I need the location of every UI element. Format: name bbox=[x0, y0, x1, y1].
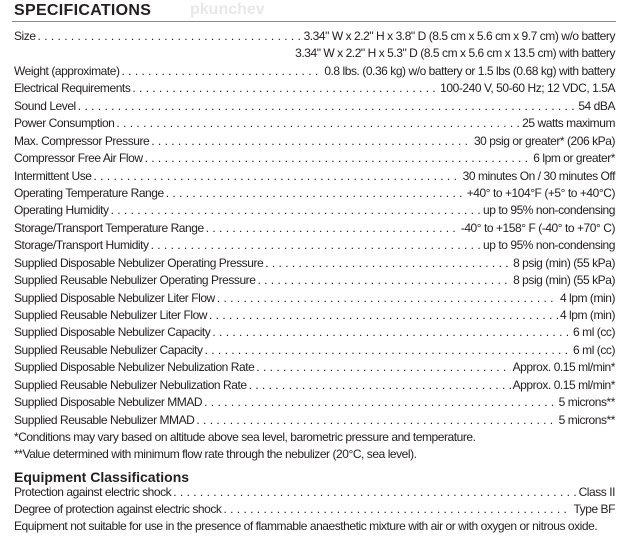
watermark: pkunchev bbox=[190, 1, 265, 18]
spec-row bbox=[14, 360, 615, 377]
spec-value: 3.34" W x 2.2" H x 5.3" D (8.5 cm x 5.6 cm x 13.5 cm) with battery bbox=[295, 46, 615, 61]
spec-row bbox=[14, 395, 615, 412]
footnote: **Value determined with minimum flow rate through the nebulizer (20°C, sea level). bbox=[14, 447, 417, 462]
spec-label: Intermittent Use bbox=[14, 168, 92, 183]
spec-value: 25 watts maximum bbox=[522, 116, 615, 131]
dot-leader bbox=[116, 116, 520, 130]
spec-row bbox=[14, 116, 615, 133]
spec-value: 6 ml (cc) bbox=[573, 342, 615, 357]
dot-leader bbox=[265, 256, 511, 270]
spec-label: Operating Humidity bbox=[14, 203, 109, 218]
dot-leader bbox=[111, 203, 481, 217]
spec-label: Supplied Disposable Nebulizer Nebulization Rate bbox=[14, 360, 255, 375]
dot-leader bbox=[166, 186, 465, 200]
dot-leader bbox=[206, 221, 459, 235]
dot-leader bbox=[249, 378, 511, 392]
dot-leader bbox=[223, 502, 571, 516]
spec-label: Storage/Transport Humidity bbox=[14, 238, 149, 253]
spec-row bbox=[14, 256, 615, 273]
spec-label: Supplied Disposable Nebulizer MMAD bbox=[14, 395, 203, 410]
specifications-list bbox=[14, 29, 615, 536]
dot-leader bbox=[173, 485, 576, 499]
spec-row bbox=[14, 134, 615, 151]
spec-value: Type BF bbox=[573, 502, 615, 517]
spec-label: Supplied Disposable Nebulizer Operating Pressure bbox=[14, 255, 264, 270]
spec-value: 8 psig (min) (55 kPa) bbox=[513, 255, 615, 270]
spec-value: 4 lpm (min) bbox=[559, 290, 615, 305]
spec-value: 3.34" W x 2.2" H x 3.8" D (8.5 cm x 5.6 cm x 9.7 cm) w/o battery bbox=[303, 29, 615, 43]
dot-leader bbox=[204, 395, 556, 409]
dot-leader bbox=[217, 291, 558, 305]
spec-value: 30 psig or greater* (206 kPa) bbox=[473, 133, 615, 148]
dot-leader bbox=[151, 238, 481, 252]
spec-value: 8 psig (min) (55 kPa) bbox=[513, 273, 615, 288]
spec-label: Max. Compressor Pressure bbox=[14, 133, 150, 148]
spec-label: Supplied Reusable Nebulizer Nebulization Rate bbox=[14, 377, 247, 392]
spec-value: up to 95% non-condensing bbox=[483, 238, 615, 253]
dot-leader bbox=[151, 134, 472, 148]
spec-row bbox=[14, 308, 615, 325]
spec-row bbox=[14, 221, 615, 238]
spec-value: 30 minutes On / 30 minutes Off bbox=[462, 168, 615, 183]
spec-row bbox=[14, 343, 615, 360]
spec-label: Supplied Reusable Nebulizer Capacity bbox=[14, 342, 203, 357]
dot-leader bbox=[209, 308, 558, 322]
spec-value: Class II bbox=[578, 485, 615, 500]
spec-label: Sound Level bbox=[14, 98, 76, 113]
dot-leader bbox=[78, 99, 577, 113]
spec-label: Supplied Disposable Nebulizer Capacity bbox=[14, 325, 211, 340]
spec-value: -40° to +158° F (-40° to +70° C) bbox=[460, 220, 615, 235]
spec-row bbox=[14, 203, 615, 220]
spec-row bbox=[14, 64, 615, 81]
spec-row bbox=[14, 502, 615, 519]
spec-value: 54 dBA bbox=[578, 98, 615, 113]
dot-leader bbox=[205, 343, 571, 357]
spec-value: +40° to +104°F (+5° to +40°C) bbox=[466, 185, 615, 200]
section-heading: Equipment Classifications bbox=[14, 469, 190, 486]
spec-label: Compressor Free Air Flow bbox=[14, 151, 143, 166]
spec-label: Supplied Reusable Nebulizer MMAD bbox=[14, 412, 195, 427]
spec-label: Weight (approximate) bbox=[14, 63, 120, 78]
classification-statement: Equipment not suitable for use in the presence of flammable anaesthetic mixture with air or with oxygen or nitrous oxide. bbox=[14, 519, 598, 534]
spec-value: 100-240 V, 50-60 Hz; 12 VDC, 1.5A bbox=[440, 81, 615, 96]
spec-value: Approx. 0.15 ml/min* bbox=[512, 360, 615, 375]
spec-label: Protection against electric shock bbox=[14, 485, 172, 500]
spec-value: 6 ml (cc) bbox=[573, 325, 615, 340]
spec-row bbox=[14, 29, 615, 46]
spec-row bbox=[14, 273, 615, 290]
spec-row bbox=[14, 378, 615, 395]
dot-leader bbox=[38, 29, 302, 43]
spec-label: Operating Temperature Range bbox=[14, 185, 164, 200]
spec-label: Electrical Requirements bbox=[14, 81, 131, 96]
footnote: *Conditions may vary based on altitude above sea level, barometric pressure and temperature. bbox=[14, 430, 476, 445]
spec-row bbox=[14, 413, 615, 430]
spec-value: 4 lpm (min) bbox=[559, 308, 615, 322]
dot-leader bbox=[256, 360, 510, 374]
dot-leader bbox=[257, 273, 511, 287]
dot-leader bbox=[212, 325, 571, 339]
spec-row bbox=[14, 81, 615, 98]
dot-leader bbox=[122, 64, 323, 78]
spec-label: Power Consumption bbox=[14, 116, 115, 131]
spec-row bbox=[14, 151, 615, 168]
dot-leader bbox=[94, 169, 461, 183]
spec-row bbox=[14, 485, 615, 502]
dot-leader bbox=[196, 413, 556, 427]
spec-row bbox=[14, 291, 615, 308]
spec-label: Supplied Reusable Nebulizer Operating Pressure bbox=[14, 273, 256, 288]
spec-value: 0.8 lbs. (0.36 kg) w/o battery or 1.5 lbs (0.68 kg) with battery bbox=[324, 63, 615, 78]
dot-leader bbox=[145, 151, 532, 165]
spec-label: Supplied Reusable Nebulizer Liter Flow bbox=[14, 308, 208, 322]
spec-value: up to 95% non-condensing bbox=[483, 203, 615, 218]
spec-row bbox=[14, 169, 615, 186]
spec-label: Storage/Transport Temperature Range bbox=[14, 220, 204, 235]
spec-row bbox=[14, 238, 615, 255]
spec-label: Supplied Disposable Nebulizer Liter Flow bbox=[14, 290, 215, 305]
spec-row-continuation bbox=[14, 46, 615, 63]
dot-leader bbox=[132, 81, 438, 95]
spec-value: 6 lpm or greater* bbox=[533, 151, 615, 166]
spec-row bbox=[14, 186, 615, 203]
spec-row bbox=[14, 325, 615, 342]
spec-value: Approx. 0.15 ml/min* bbox=[512, 377, 615, 392]
spec-label: Degree of protection against electric shock bbox=[14, 502, 222, 517]
spec-value: 5 microns** bbox=[558, 395, 615, 410]
spec-value: 5 microns** bbox=[558, 412, 615, 427]
page-title: SPECIFICATIONS bbox=[14, 2, 152, 19]
spec-label: Size bbox=[14, 29, 36, 43]
title-divider bbox=[12, 21, 616, 22]
spec-row bbox=[14, 99, 615, 116]
